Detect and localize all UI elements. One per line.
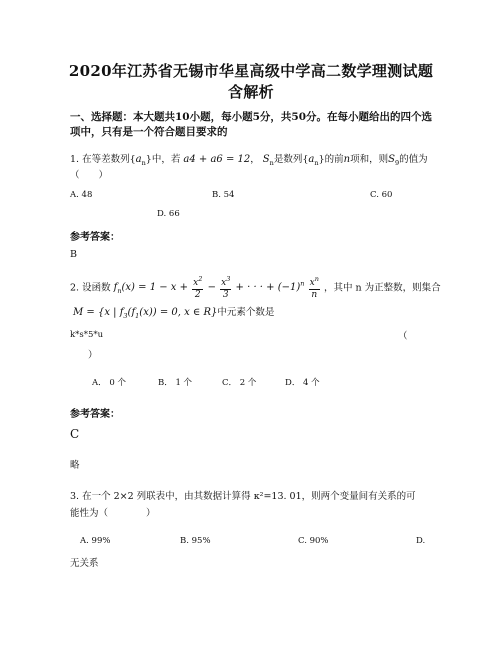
section-heading-line2: 项中，只有是一个符合题目要求的 <box>70 126 228 138</box>
q1-tail: 的值为 <box>399 154 428 165</box>
answer-2: C <box>70 427 80 441</box>
q2-option-d: D． 4 个 <box>285 378 320 388</box>
q3-option-b: B. 95% <box>180 536 211 546</box>
q1-equation: a4 + a6 = 12 <box>183 154 251 165</box>
q1-prefix: 1. 在等差数列 <box>70 154 130 165</box>
answer-2-note: 略 <box>70 460 80 471</box>
q1-S9-sub: 9 <box>394 158 400 167</box>
q1-paren: （ ） <box>70 170 109 181</box>
q1-seq2-sub: n <box>314 158 319 167</box>
q1-seq: a <box>135 154 142 165</box>
q1-option-d: D. 66 <box>157 209 180 219</box>
q1-S9: S <box>388 154 395 165</box>
question-3-line2: 能性为（ ） <box>70 508 156 519</box>
q2-set-line <box>73 304 274 320</box>
q1-mid2: 是数列 <box>273 154 303 165</box>
q2-option-b: B． 1 个 <box>158 378 193 388</box>
q2-frac-2: $\frac{x^3}{3}$ <box>221 275 231 301</box>
question-2-stem <box>70 269 441 299</box>
q2-option-a: A． 0 个 <box>92 378 126 388</box>
q2-prefix: 2. 设函数 <box>70 282 111 294</box>
q1-S: S <box>262 154 270 165</box>
section-heading-line1: 一、选择题：本大题共10小题，每小题5分，共50分。在每小题给出的四个选 <box>70 111 433 123</box>
q1-brace-open: { <box>129 154 136 165</box>
answer-1: B <box>70 249 77 260</box>
q1-n: n <box>343 154 351 165</box>
q1-S-sub: n <box>269 158 274 167</box>
q1-option-c: C. 60 <box>370 190 393 200</box>
q2-paren-close: ） <box>88 350 98 361</box>
q3-option-d: D. <box>416 536 426 546</box>
q2-frac-3: $\frac{x^n}{n}$ <box>309 275 319 301</box>
q1-seq2: a <box>308 154 315 165</box>
q1-brace-close: } <box>145 154 152 165</box>
q2-garbled-text: k*s*5*u <box>70 330 104 340</box>
q1-option-a: A. 48 <box>70 190 93 200</box>
q1-seq-sub: n <box>141 158 146 167</box>
page-title-line2: 含解析 <box>228 83 274 101</box>
q2-set-suffix: 中元素个数是 <box>217 307 275 318</box>
q3-option-a: A. 99% <box>80 536 111 546</box>
question-1-stem: 1. 在等差数列$\{a_n\}$中，若 a4 + a6 = 12， $S_n$是数列$\{a_n\}$的前n项和，则$S_9$的值为 <box>70 154 428 167</box>
q3-option-c: C. 90% <box>298 536 329 546</box>
q2-set-formula: M = {x | $f_3(f_1(x)) = 0$, x ∈ R} <box>73 307 218 320</box>
q2-suffix: ，其中 n 为正整数，则集合 <box>323 282 441 294</box>
q2-frac-1: $\frac{x^2}{2}$ <box>193 275 203 301</box>
q1-after-eq: ， <box>250 154 260 165</box>
q1-mid3: 的前 <box>324 154 344 165</box>
question-3-line1: 3. 在一个 2×2 列联表中，由其数据计算得 κ²=13. 01，则两个变量间有关系的可 <box>70 491 416 502</box>
q2-paren-open: （ <box>398 331 408 342</box>
q2-option-c: C． 2 个 <box>222 378 257 388</box>
q1-mid4: 项和，则 <box>350 154 389 165</box>
q1-mid: 中，若 <box>151 154 181 165</box>
q2-function-formula: $f_n(x) = 1 - x$ + $\frac{x^2}{2}$ − $\frac{x^3}{3}$ + · · · + $(-1)^n$ $\frac{x^n}{n}$ <box>113 275 319 301</box>
q1-option-b: B. 54 <box>212 190 235 200</box>
answer-label-1: 参考答案： <box>70 232 120 243</box>
answer-label-2: 参考答案： <box>70 409 120 420</box>
q3-option-d-text: 无关系 <box>70 558 99 569</box>
page-title-line1: 2020年江苏省无锡市华星高级中学高二数学理测试题 <box>68 62 434 80</box>
